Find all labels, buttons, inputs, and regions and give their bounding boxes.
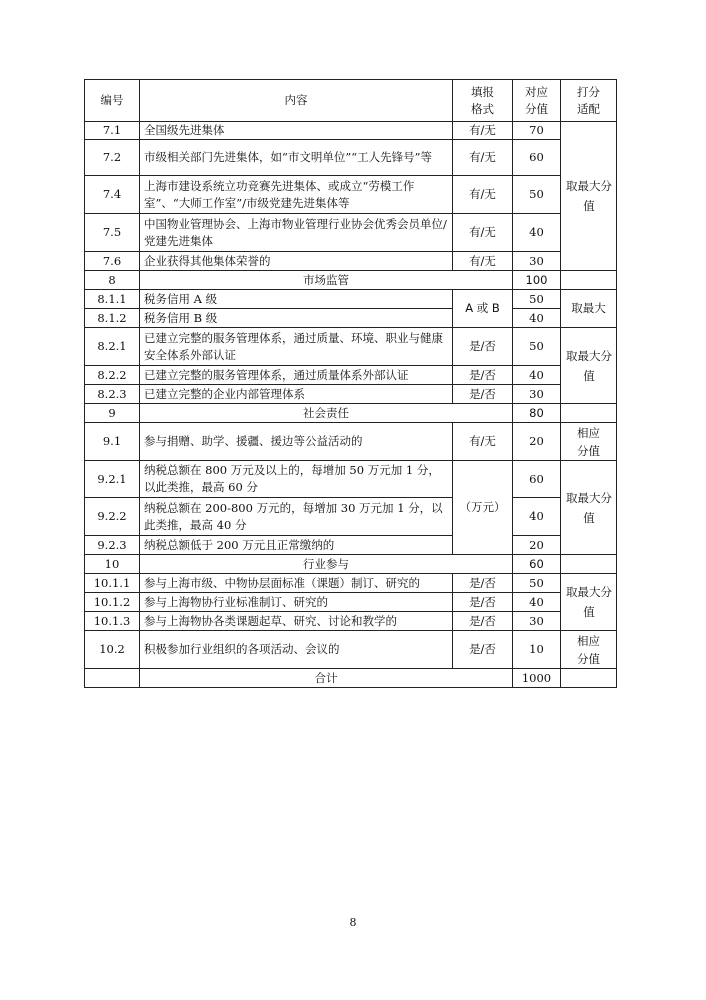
row-content: 全国级先进集体 [140, 122, 453, 140]
row-id: 10.2 [85, 631, 140, 669]
row-id: 8.2.1 [85, 328, 140, 366]
header-score: 对应分值 [513, 80, 561, 122]
total-label: 合计 [140, 669, 513, 688]
total-row [85, 669, 617, 688]
row-content: 中国物业管理协会、上海市物业管理行业协会优秀会员单位/党建先进集体 [140, 214, 453, 252]
section-row [85, 555, 617, 574]
row-score: 30 [513, 612, 561, 631]
row-id: 10.1.2 [85, 593, 140, 612]
table-row [85, 536, 617, 555]
row-content: 纳税总额在 200-800 万元的，每增加 30 万元加 1 分，以此类推，最高 40 分 [140, 498, 453, 536]
section-title: 市场监管 [140, 271, 513, 290]
table-row [85, 631, 617, 669]
table-row [85, 328, 617, 366]
header-format: 填报格式 [453, 80, 513, 122]
row-content: 企业获得其他集体荣誉的 [140, 252, 453, 271]
row-content: 参与捐赠、助学、援疆、援边等公益活动的 [140, 423, 453, 461]
row-score: 40 [513, 309, 561, 328]
row-score: 30 [513, 385, 561, 404]
table-row [85, 309, 617, 328]
row-id: 7.5 [85, 214, 140, 252]
row-score: 50 [513, 328, 561, 366]
section-score: 80 [513, 404, 561, 423]
fit-cell: 相应分值 [561, 423, 617, 461]
row-format: 是/否 [453, 385, 513, 404]
table-row [85, 140, 617, 176]
row-score: 60 [513, 461, 561, 498]
table-row [85, 423, 617, 461]
fit-cell: 取最大 [561, 290, 617, 328]
row-score: 50 [513, 176, 561, 214]
table-row [85, 366, 617, 385]
row-format: 有/无 [453, 122, 513, 140]
row-content: 市级相关部门先进集体，如“市文明单位”“工人先锋号”等 [140, 140, 453, 176]
section-score: 100 [513, 271, 561, 290]
row-format: 是/否 [453, 574, 513, 593]
row-content: 参与上海物协行业标准制订、研究的 [140, 593, 453, 612]
row-id: 8.2.2 [85, 366, 140, 385]
header-content: 内容 [140, 80, 453, 122]
row-content: 已建立完整的服务管理体系，通过质量、环境、职业与健康安全体系外部认证 [140, 328, 453, 366]
table-row [85, 385, 617, 404]
row-score: 50 [513, 290, 561, 309]
row-format: 是/否 [453, 612, 513, 631]
row-id: 7.1 [85, 122, 140, 140]
row-id: 10.1.3 [85, 612, 140, 631]
table-row [85, 461, 617, 498]
row-content: 已建立完整的企业内部管理体系 [140, 385, 453, 404]
row-id: 7.6 [85, 252, 140, 271]
table-row [85, 290, 617, 309]
section-title: 社会责任 [140, 404, 513, 423]
fit-cell: 取最大分值 [561, 574, 617, 631]
row-format: 有/无 [453, 252, 513, 271]
row-score: 40 [513, 214, 561, 252]
row-id: 9.2.1 [85, 461, 140, 498]
table-row [85, 498, 617, 536]
section-title: 行业参与 [140, 555, 513, 574]
row-id: 9.2.2 [85, 498, 140, 536]
total-fit-empty [561, 669, 617, 688]
section-fit-empty [561, 555, 617, 574]
row-format: A 或 B [453, 290, 513, 328]
row-format: 有/无 [453, 214, 513, 252]
page-number: 8 [349, 916, 357, 929]
section-fit-empty [561, 271, 617, 290]
row-format: 是/否 [453, 328, 513, 366]
row-format: 是/否 [453, 366, 513, 385]
row-id: 8.1.2 [85, 309, 140, 328]
row-format: （万元） [453, 461, 513, 555]
row-score: 20 [513, 536, 561, 555]
section-fit-empty [561, 404, 617, 423]
table-row [85, 252, 617, 271]
row-id: 10.1.1 [85, 574, 140, 593]
row-id: 8.1.1 [85, 290, 140, 309]
row-content: 参与上海物协各类课题起草、研究、讨论和教学的 [140, 612, 453, 631]
total-id [85, 669, 140, 688]
header-id: 编号 [85, 80, 140, 122]
row-format: 有/无 [453, 423, 513, 461]
header-fit: 打分适配 [561, 80, 617, 122]
section-id: 10 [85, 555, 140, 574]
row-content: 纳税总额低于 200 万元且正常缴纳的 [140, 536, 453, 555]
table-row [85, 593, 617, 612]
total-score: 1000 [513, 669, 561, 688]
row-format: 是/否 [453, 631, 513, 669]
row-score: 30 [513, 252, 561, 271]
fit-cell: 取最大分值 [561, 328, 617, 404]
row-content: 上海市建设系统立功竞赛先进集体、或成立“劳模工作室”、“大师工作室”/市级党建先进集体等 [140, 176, 453, 214]
table-row [85, 574, 617, 593]
row-format: 有/无 [453, 176, 513, 214]
fit-cell: 相应分值 [561, 631, 617, 669]
row-id: 7.2 [85, 140, 140, 176]
row-content: 纳税总额在 800 万元及以上的，每增加 50 万元加 1 分，以此类推，最高 60 分 [140, 461, 453, 498]
table-row [85, 122, 617, 140]
row-format: 是/否 [453, 593, 513, 612]
fit-cell: 取最大分值 [561, 461, 617, 555]
row-score: 40 [513, 366, 561, 385]
row-score: 50 [513, 574, 561, 593]
row-content: 税务信用 B 级 [140, 309, 453, 328]
header-row [85, 80, 617, 122]
section-row [85, 404, 617, 423]
table-row [85, 214, 617, 252]
row-score: 40 [513, 498, 561, 536]
row-score: 20 [513, 423, 561, 461]
row-content: 积极参加行业组织的各项活动、会议的 [140, 631, 453, 669]
row-score: 10 [513, 631, 561, 669]
table-row [85, 612, 617, 631]
row-id: 9.2.3 [85, 536, 140, 555]
section-id: 8 [85, 271, 140, 290]
row-content: 参与上海市级、中物协层面标准（课题）制订、研究的 [140, 574, 453, 593]
scoring-table [84, 79, 617, 688]
section-id: 9 [85, 404, 140, 423]
row-content: 已建立完整的服务管理体系，通过质量体系外部认证 [140, 366, 453, 385]
section-score: 60 [513, 555, 561, 574]
row-content: 税务信用 A 级 [140, 290, 453, 309]
row-score: 70 [513, 122, 561, 140]
fit-cell: 取最大分值 [561, 122, 617, 271]
row-id: 7.4 [85, 176, 140, 214]
row-id: 8.2.3 [85, 385, 140, 404]
row-score: 40 [513, 593, 561, 612]
row-format: 有/无 [453, 140, 513, 176]
row-score: 60 [513, 140, 561, 176]
section-row [85, 271, 617, 290]
row-id: 9.1 [85, 423, 140, 461]
table-row [85, 176, 617, 214]
